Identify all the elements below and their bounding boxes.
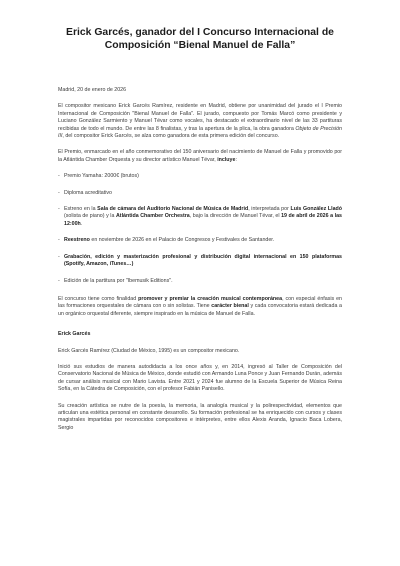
list-item-premiere: - Estreno en la Sala de cámara del Auditorio Nacional de Música de Madrid, interpretada por Luis González Lladó (solista de piano) y la Atlántida Chamber Orchestra, bajo la dirección de Manuel Tévar, el 19 de abril de 2026 a las 12:00h. (58, 206, 342, 228)
title-line-2: Composición “Bienal Manuel de Falla” (104, 40, 296, 51)
prize-paragraph: El Premio, enmarcado en el año conmemorativo del 150 aniversario del nacimiento de Manuel de Falla y promovido por la Atlántida Chamber Orquesta y su director artístico Manuel Tévar, incluye: (58, 149, 342, 163)
bio-heading: Erick Garcés (58, 331, 91, 338)
winning-work-title: Objeto de Precisión III (58, 125, 342, 140)
bio-paragraph-1: Erick Garcés Ramírez (Ciudad de México, 1995) es un compositor mexicano. (58, 347, 240, 354)
list-item-diploma: - Diploma acreditativo (58, 190, 342, 197)
list-item-restreno: - Reestreno en noviembre de 2026 en el Palacio de Congresos y Festivales de Santander. (58, 237, 342, 244)
document-title (58, 26, 342, 52)
prize-list (58, 173, 342, 285)
bio-paragraph-2: Inició sus estudios de manera autodidacta a los once años y, en 2014, ingresó al Taller de Composición del Conservatorio Nacional de Música de México, donde estudió con Armando Luna Ponce y Juan Fernando Durán, además de cursar análisis musical con Mario Lavista. Entre 2021 y 2024 fue alumno de la Escuela Superior de Música Reina Sofía, en la Cátedra de Composición, con el profesor Fabián Panisello. (58, 363, 342, 393)
list-item-score-edition: - Edición de la partitura por "Ibemusik Editions". (58, 278, 342, 285)
list-item-prize-money: - Premio Yamaha: 2000€ (brutos) (58, 173, 342, 180)
bio-paragraph-3: Su creación artística se nutre de la poesía, la memoria, la analogía musical y la polirespectividad, elementos que articulan una estética personal en constante desarrollo. Su formación profesional se ha enriquecido con cursos y clases magistrales impartidas por reconocidos compositores e intérpretes, entre ellos Alexis Aranda, Ignacio Baca Lobera, Sergio (58, 402, 342, 431)
title-line-1: Erick Garcés, ganador del I Concurso Internacional de (66, 27, 334, 38)
intro-paragraph: El compositor mexicano Erick Garcés Ramírez, residente en Madrid, obtiene por unanimidad del jurado el I Premio Internacional de Composición "Bienal Manuel de Falla". El jurado, compuesto por Tomás Marcó como presidente y Luciano González Sarmiento y Manuel Tévar como vocales, ha destacado el extraordinario nivel de las 33 partituras recibidas de todo el mundo. De entre las 8 finalistas, y tras la apertura de la plica, la obra ganadora Objeto de Precisión III, del compositor Erick Garcés, se alza como ganadora de esta primera edición del concurso. (58, 103, 342, 140)
list-item-recording: - Grabación, edición y masterización profesional y distribución digital internacional en 150 plataformas (Spotify, Amazon, iTunes…) (58, 254, 342, 269)
release-date: Madrid, 20 de enero de 2026 (58, 87, 127, 93)
purpose-paragraph: El concurso tiene como finalidad promover y premiar la creación musical contemporánea, con especial énfasis en las formaciones orquestales de cámara con o sin solistas. Tiene carácter bienal y cada convocatoria estará dedicada a un orgánico orquestal diferente, siempre inspirado en la música de Manuel de Falla. (58, 295, 342, 317)
